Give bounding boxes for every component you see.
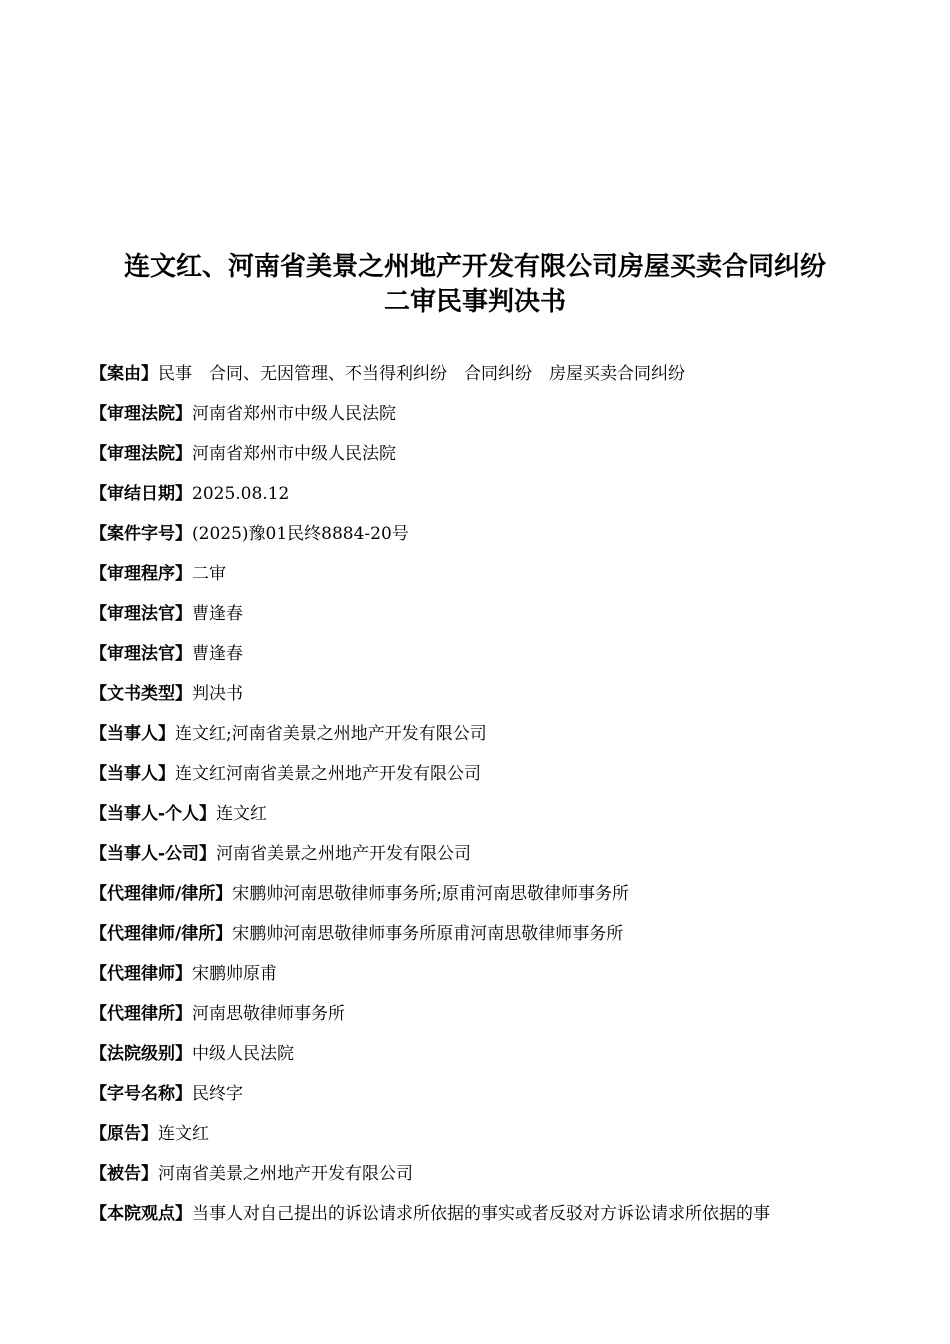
field-defendant bbox=[90, 1160, 890, 1200]
field-judge bbox=[90, 600, 890, 640]
field-value: 宋鹏帅河南思敬律师事务所;原甫河南思敬律师事务所 bbox=[232, 884, 629, 904]
field-label: 【案由】 bbox=[90, 364, 158, 384]
field-value: 二审 bbox=[192, 564, 226, 584]
field-value: 宋鹏帅原甫 bbox=[192, 964, 277, 984]
field-value: 曹逢春 bbox=[192, 644, 243, 664]
title-line-1: 连文红、河南省美景之州地产开发有限公司房屋买卖合同纠纷 bbox=[123, 252, 826, 282]
field-judgment-date bbox=[90, 480, 890, 520]
field-trial-court bbox=[90, 440, 890, 480]
field-case-number bbox=[90, 520, 890, 560]
field-label: 【代理律师/律所】 bbox=[90, 924, 233, 944]
field-value: 河南省美景之州地产开发有限公司 bbox=[158, 1164, 413, 1184]
field-value: 连文红 bbox=[216, 804, 268, 824]
field-value: 中级人民法院 bbox=[192, 1044, 294, 1064]
field-lawyer bbox=[90, 960, 890, 1000]
field-court-opinion bbox=[90, 1200, 890, 1240]
field-label: 【审理程序】 bbox=[90, 564, 192, 584]
field-law-firm bbox=[90, 1000, 890, 1040]
field-label: 【审理法院】 bbox=[90, 444, 192, 464]
field-label: 【案件字号】 bbox=[90, 524, 192, 544]
field-value: 河南省郑州市中级人民法院 bbox=[192, 444, 396, 464]
field-label: 【被告】 bbox=[90, 1164, 158, 1184]
field-value: 河南省美景之州地产开发有限公司 bbox=[216, 844, 472, 864]
field-lawyer-firm bbox=[90, 880, 890, 920]
field-label: 【文书类型】 bbox=[90, 684, 192, 704]
field-case-cause bbox=[90, 360, 890, 400]
field-parties bbox=[90, 720, 890, 760]
document-title bbox=[60, 250, 890, 320]
field-value: 宋鹏帅河南思敬律师事务所原甫河南思敬律师事务所 bbox=[232, 924, 624, 944]
field-judge bbox=[90, 640, 890, 680]
field-label: 【字号名称】 bbox=[90, 1084, 192, 1104]
field-party-individual bbox=[90, 800, 890, 840]
field-label: 【当事人-公司】 bbox=[90, 844, 217, 864]
field-value: 河南省郑州市中级人民法院 bbox=[192, 404, 396, 424]
field-case-type-name bbox=[90, 1080, 890, 1120]
field-plaintiff bbox=[90, 1120, 890, 1160]
field-value: 连文红河南省美景之州地产开发有限公司 bbox=[175, 764, 481, 784]
field-court-level bbox=[90, 1040, 890, 1080]
field-value: 河南思敬律师事务所 bbox=[192, 1004, 345, 1024]
field-label: 【本院观点】 bbox=[90, 1204, 192, 1224]
field-label: 【当事人-个人】 bbox=[90, 804, 217, 824]
field-value: 当事人对自己提出的诉讼请求所依据的事实或者反驳对方诉讼请求所依据的事 bbox=[192, 1204, 770, 1224]
field-parties bbox=[90, 760, 890, 800]
field-value: 民终字 bbox=[192, 1084, 243, 1104]
field-label: 【原告】 bbox=[90, 1124, 158, 1144]
field-label: 【代理律所】 bbox=[90, 1004, 192, 1024]
field-value: 2025.08.12 bbox=[192, 484, 290, 504]
field-value: 连文红;河南省美景之州地产开发有限公司 bbox=[175, 724, 487, 744]
field-label: 【代理律师/律所】 bbox=[90, 884, 233, 904]
field-value: 曹逢春 bbox=[192, 604, 243, 624]
field-label: 【审理法官】 bbox=[90, 604, 192, 624]
metadata-fields bbox=[90, 360, 890, 1240]
field-value: 判决书 bbox=[192, 684, 243, 704]
field-trial-court bbox=[90, 400, 890, 440]
field-label: 【法院级别】 bbox=[90, 1044, 192, 1064]
field-label: 【审结日期】 bbox=[90, 484, 192, 504]
field-trial-procedure bbox=[90, 560, 890, 600]
field-value: 连文红 bbox=[158, 1124, 209, 1144]
field-document-type bbox=[90, 680, 890, 720]
field-party-company bbox=[90, 840, 890, 880]
field-value: (2025)豫01民终8884-20号 bbox=[192, 524, 409, 544]
field-label: 【当事人】 bbox=[90, 764, 175, 784]
field-label: 【代理律师】 bbox=[90, 964, 192, 984]
field-lawyer-firm bbox=[90, 920, 890, 960]
field-label: 【审理法院】 bbox=[90, 404, 192, 424]
title-line-2: 二审民事判决书 bbox=[383, 287, 566, 317]
field-label: 【当事人】 bbox=[90, 724, 175, 744]
field-label: 【审理法官】 bbox=[90, 644, 192, 664]
field-value: 民事 合同、无因管理、不当得利纠纷 合同纠纷 房屋买卖合同纠纷 bbox=[158, 364, 685, 384]
